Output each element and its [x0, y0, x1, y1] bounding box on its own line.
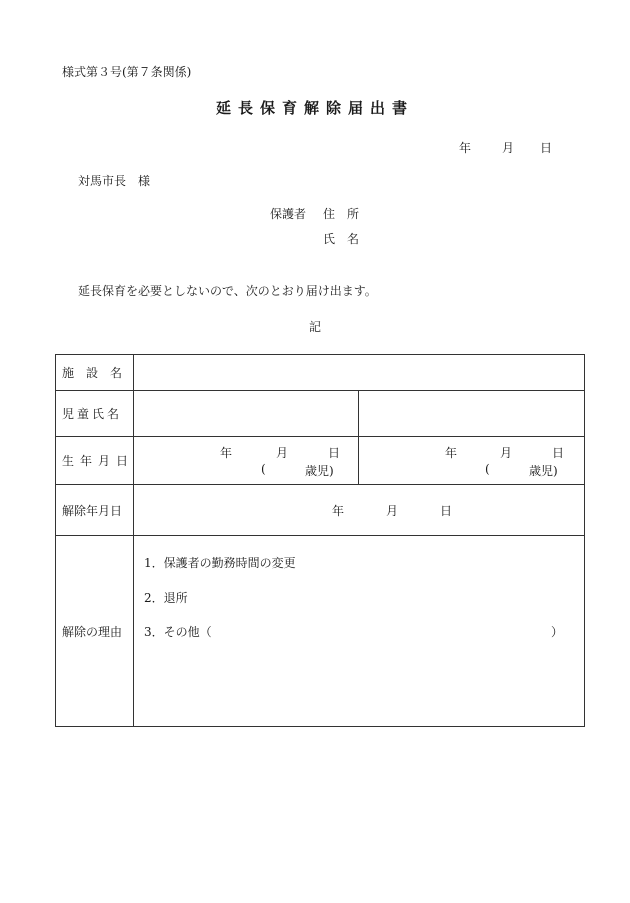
- birthdate-row: [56, 437, 585, 485]
- submission-date-day: 日: [540, 141, 553, 155]
- birth-month-2: 月: [500, 446, 513, 460]
- birthdate-label: 生年月日: [56, 437, 134, 485]
- reason-other-close: ）: [551, 625, 564, 639]
- form-table: [55, 354, 585, 727]
- name-label: 氏 名: [323, 232, 360, 246]
- child-name-label: 児童氏名: [56, 391, 134, 437]
- facility-field[interactable]: [134, 355, 585, 391]
- reason-option-2[interactable]: 2．退所: [144, 591, 188, 605]
- reason-field: [134, 536, 585, 727]
- submission-date-year: 年: [459, 141, 472, 155]
- birth-year-2: 年: [445, 446, 458, 460]
- birth-month-1: 月: [276, 446, 289, 460]
- reason-label: 解除の理由: [56, 536, 134, 727]
- child-name-field-2[interactable]: [359, 391, 585, 437]
- birthdate-field-2[interactable]: [359, 437, 585, 485]
- form-number: 様式第３号(第７条関係): [62, 65, 192, 79]
- cancel-date-field[interactable]: [134, 485, 585, 536]
- birthdate-field-1[interactable]: [134, 437, 359, 485]
- statement-text: 延長保育を必要としないので、次のとおり届け出ます。: [78, 284, 377, 298]
- document-title: 延長保育解除届出書: [215, 99, 414, 117]
- age-close-1: 歳児): [305, 464, 334, 478]
- birth-year-1: 年: [220, 446, 233, 460]
- age-open-1: (: [261, 462, 266, 476]
- age-close-2: 歳児): [529, 464, 558, 478]
- child-name-row: [56, 391, 585, 437]
- cancel-year: 年: [332, 504, 345, 518]
- facility-row: [56, 355, 585, 391]
- birth-day-2: 日: [552, 446, 565, 460]
- cancel-date-row: [56, 485, 585, 536]
- reason-option-1[interactable]: 1．保護者の勤務時間の変更: [144, 556, 296, 570]
- guardian-label: 保護者: [270, 207, 307, 221]
- reason-option-3[interactable]: 3．その他（: [144, 625, 212, 639]
- addressee: 対馬市長 様: [78, 174, 151, 188]
- address-label: 住 所: [323, 207, 360, 221]
- facility-label: 施 設 名: [56, 355, 134, 391]
- cancel-date-label: 解除年月日: [56, 485, 134, 536]
- ki-heading: 記: [308, 320, 321, 334]
- submission-date-month: 月: [502, 141, 515, 155]
- cancel-month: 月: [386, 504, 399, 518]
- age-open-2: (: [485, 462, 490, 476]
- cancel-day: 日: [440, 504, 453, 518]
- birth-day-1: 日: [328, 446, 341, 460]
- reason-row: [56, 536, 585, 727]
- child-name-field-1[interactable]: [134, 391, 359, 437]
